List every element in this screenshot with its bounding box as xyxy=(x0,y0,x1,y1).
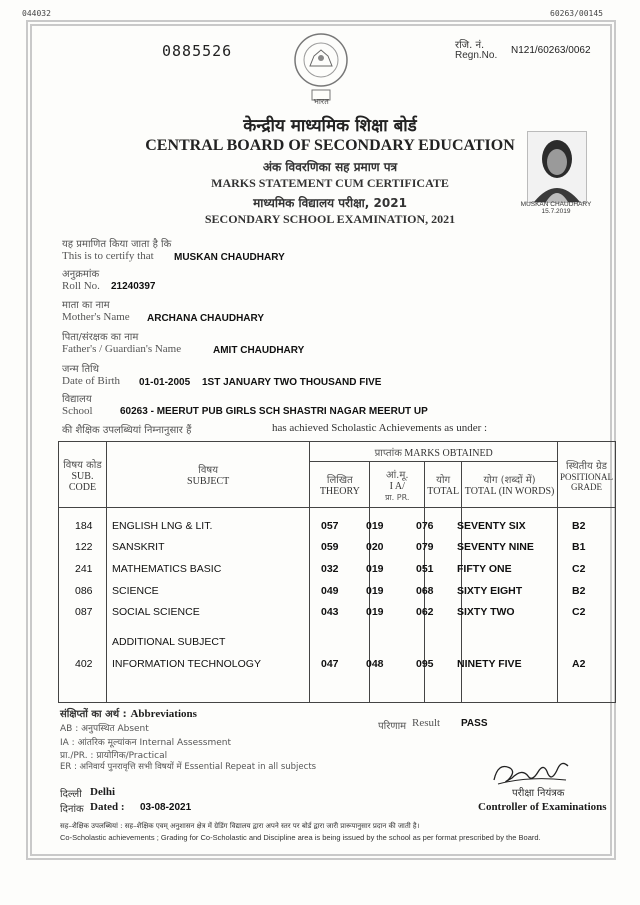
registration-number: N121/60263/0062 xyxy=(511,45,591,56)
total-words-1: SEVENTY NINE xyxy=(457,541,534,553)
subject-name-0: ENGLISH LNG & LIT. xyxy=(112,520,213,532)
serial-top-right: 60263/00145 xyxy=(550,9,603,18)
header-ia: आं.मू. I A/ प्रा. PR. xyxy=(370,462,425,508)
father-hindi: पिता/संरक्षक का नाम xyxy=(62,332,139,343)
ia-marks-1: 020 xyxy=(366,541,384,553)
body-words-col xyxy=(462,508,558,703)
footer-hindi: सह–शैक्षिक उपलब्धियां : सह–शैक्षिक एवम् अनुशासन क्षेत्र में ग्रेडिंग विद्यालय द्वारा अपने स्तर पर बोर्ड द्वारा जारी प्रारूपानुसार प्रदान की जाती है। xyxy=(60,822,420,830)
mother-label: Mother's Name xyxy=(62,311,130,323)
ia-marks-2: 019 xyxy=(366,563,384,575)
subject-name-4: SOCIAL SCIENCE xyxy=(112,606,200,618)
abbr-ia: IA : आंतरिक मूल्यांकन Internal Assessment xyxy=(60,738,232,748)
dob-label: Date of Birth xyxy=(62,375,121,387)
body-total-col xyxy=(425,508,462,703)
achievements-label: has achieved Scholastic Achievements as under : xyxy=(272,422,488,434)
sub-code-0: 184 xyxy=(75,520,93,532)
roll-label: Roll No. xyxy=(62,280,100,292)
emblem-caption: भारत xyxy=(313,97,329,106)
total-words-4: SIXTY TWO xyxy=(457,606,515,618)
sub-code-1: 122 xyxy=(75,541,93,553)
certify-hindi: यह प्रमाणित किया जाता है कि xyxy=(62,239,172,250)
total-marks-1: 079 xyxy=(416,541,434,553)
grade-1: B1 xyxy=(572,541,586,553)
body-subject-col xyxy=(106,508,309,703)
dob-hindi: जन्म तिथि xyxy=(62,364,100,375)
dob-value: 01-01-2005 xyxy=(139,377,191,388)
header-total-words: योग (शब्दों में) TOTAL (IN WORDS) xyxy=(462,462,558,508)
photo-caption-date: 15.7.2019 xyxy=(541,208,571,215)
total-words-2: FIFTY ONE xyxy=(457,563,512,575)
mother-name: ARCHANA CHAUDHARY xyxy=(147,313,265,324)
roll-hindi: अनुक्रमांक xyxy=(62,269,100,280)
body-grade-col xyxy=(557,508,615,703)
dob-words: 1ST JANUARY TWO THOUSAND FIVE xyxy=(202,377,382,388)
photo-caption-name: MUSKAN CHAUDHARY xyxy=(520,201,592,208)
school-label: School xyxy=(62,405,93,417)
place-hindi: दिल्ली xyxy=(60,789,82,800)
result-hindi-label: परिणाम xyxy=(378,721,407,732)
total-marks-2: 051 xyxy=(416,563,434,575)
board-name: CENTRAL BOARD OF SECONDARY EDUCATION xyxy=(145,137,515,154)
header-total: योग TOTAL xyxy=(425,462,462,508)
sub-code-2: 241 xyxy=(75,563,93,575)
grade-additional: A2 xyxy=(572,658,586,670)
body-ia-col xyxy=(370,508,425,703)
grade-0: B2 xyxy=(572,520,586,532)
footer-english: Co-Scholastic achievements ; Grading for Co-Scholastic and Discipline area is being issued by the school as per format prescribed by the Board. xyxy=(60,833,541,842)
ia-marks-3: 019 xyxy=(366,585,384,597)
body-sub-code-col xyxy=(59,508,107,703)
achievements-hindi: की शैक्षिक उपलब्धियां निम्नानुसार हैं xyxy=(62,425,192,436)
controller-hindi: परीक्षा नियंत्रक xyxy=(512,788,565,799)
result-value: PASS xyxy=(461,718,488,729)
father-name: AMIT CHAUDHARY xyxy=(213,345,305,356)
statement-title: MARKS STATEMENT CUM CERTIFICATE xyxy=(211,176,449,190)
candidate-name: MUSKAN CHAUDHARY xyxy=(174,252,285,263)
mother-hindi: माता का नाम xyxy=(62,300,110,311)
abbr-er: ER : अनिवार्य पुनरावृत्ति सभी विषयों में Essential Repeat in all subjects xyxy=(60,762,317,772)
theory-marks-2: 032 xyxy=(321,563,339,575)
sub-code-additional: 402 xyxy=(75,658,93,670)
subject-name-additional: INFORMATION TECHNOLOGY xyxy=(112,658,261,670)
total-marks-4: 062 xyxy=(416,606,434,618)
registration-hindi-label: रजि. नं. xyxy=(455,40,485,51)
ia-marks-0: 019 xyxy=(366,520,384,532)
header-sub-code: विषय कोड SUB. CODE xyxy=(59,442,107,508)
school-hindi: विद्यालय xyxy=(62,394,92,405)
registration-label: Regn.No. xyxy=(455,50,498,61)
certify-label: This is to certify that xyxy=(62,250,154,262)
total-words-3: SIXTY EIGHT xyxy=(457,585,523,597)
header-theory: लिखित THEORY xyxy=(310,462,370,508)
result-label: Result xyxy=(412,717,441,729)
body-theory-col xyxy=(310,508,370,703)
board-name-hindi: केन्द्रीय माध्यमिक शिक्षा बोर्ड xyxy=(243,116,417,136)
header-subject: विषय SUBJECT xyxy=(106,442,309,508)
subject-name-2: MATHEMATICS BASIC xyxy=(112,563,222,575)
exam-hindi: माध्यमिक विद्यालय परीक्षा, 2021 xyxy=(253,196,407,210)
date-label: Dated : xyxy=(90,801,125,813)
theory-marks-1: 059 xyxy=(321,541,339,553)
grade-3: B2 xyxy=(572,585,586,597)
ia-marks-additional: 048 xyxy=(366,658,384,670)
total-marks-0: 076 xyxy=(416,520,434,532)
roll-number: 21240397 xyxy=(111,281,156,292)
subject-name-1: SANSKRIT xyxy=(112,541,165,553)
ia-marks-4: 019 xyxy=(366,606,384,618)
total-words-0: SEVENTY SIX xyxy=(457,520,526,532)
statement-hindi: अंक विवरणिका सह प्रमाण पत्र xyxy=(262,160,398,174)
grade-4: C2 xyxy=(572,606,586,618)
school-name: 60263 - MEERUT PUB GIRLS SCH SHASTRI NAGAR MEERUT UP xyxy=(120,406,428,417)
header-grade: स्थितीय ग्रेड POSITIONAL GRADE xyxy=(557,442,615,508)
total-words-additional: NINETY FIVE xyxy=(457,658,522,670)
additional-subject-heading: ADDITIONAL SUBJECT xyxy=(112,636,226,648)
serial-top-left: 044032 xyxy=(22,9,51,18)
subject-name-3: SCIENCE xyxy=(112,585,159,597)
certificate-number: 0885526 xyxy=(162,42,233,60)
total-marks-additional: 095 xyxy=(416,658,434,670)
theory-marks-0: 057 xyxy=(321,520,339,532)
date-value: 03-08-2021 xyxy=(140,802,192,813)
father-label: Father's / Guardian's Name xyxy=(62,343,182,355)
candidate-photo xyxy=(527,131,587,203)
total-marks-3: 068 xyxy=(416,585,434,597)
theory-marks-3: 049 xyxy=(321,585,339,597)
abbr-pr: प्रा./PR. : प्रायोगिक/Practical xyxy=(60,751,168,761)
place-name: Delhi xyxy=(90,786,116,798)
header-marks-obtained: प्राप्तांक MARKS OBTAINED xyxy=(310,442,558,462)
abbr-ab: AB : अनुपस्थित Absent xyxy=(60,724,149,734)
exam-title: SECONDARY SCHOOL EXAMINATION, 2021 xyxy=(204,212,456,226)
theory-marks-4: 043 xyxy=(321,606,339,618)
controller-title: Controller of Examinations xyxy=(478,801,607,813)
theory-marks-additional: 047 xyxy=(321,658,339,670)
sub-code-3: 086 xyxy=(75,585,93,597)
abbreviations-title: संक्षिप्तों का अर्थ : Abbreviations xyxy=(60,708,197,720)
date-hindi-label: दिनांक xyxy=(60,804,84,815)
sub-code-4: 087 xyxy=(75,606,93,618)
grade-2: C2 xyxy=(572,563,586,575)
